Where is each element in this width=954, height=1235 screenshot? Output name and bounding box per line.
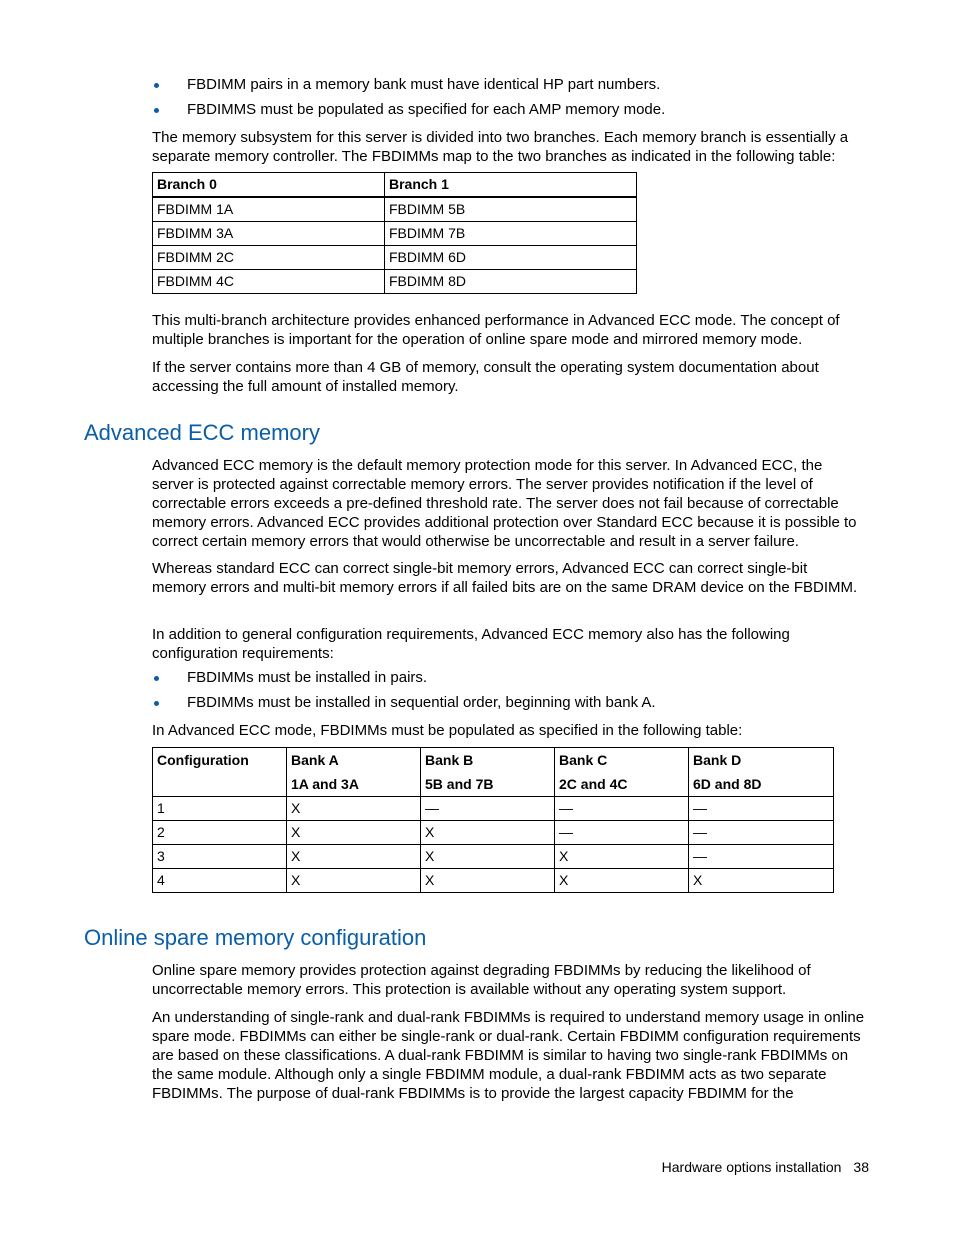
table-cell: X [287, 797, 421, 821]
table-row [153, 797, 834, 821]
bullet-icon [154, 83, 159, 88]
table-cell: 2 [153, 821, 287, 845]
table-cell: FBDIMM 2C [153, 246, 385, 270]
table-cell: FBDIMM 8D [385, 270, 637, 294]
table-cell: X [287, 821, 421, 845]
table-header-cell: Bank A 1A and 3A [287, 748, 421, 797]
page-number: 38 [853, 1159, 869, 1175]
table-header-cell: Configuration [153, 748, 287, 797]
table-cell: X [421, 869, 555, 893]
table-header-cell: Bank B 5B and 7B [421, 748, 555, 797]
table-cell: X [421, 845, 555, 869]
table-cell: X [421, 821, 555, 845]
table-cell: X [555, 845, 689, 869]
table-header-cell: Branch 1 [385, 173, 637, 198]
bullet-icon [154, 701, 159, 706]
paragraph-spare-1: Online spare memory provides protection against degrading FBDIMMs by reducing the likelihood of uncorrectable memory errors. This protection is available without any operating system support. [152, 962, 811, 998]
table-row [153, 821, 834, 845]
table-cell: FBDIMM 6D [385, 246, 637, 270]
list-item: FBDIMM pairs in a memory bank must have identical HP part numbers. [152, 75, 665, 100]
table-row [153, 246, 637, 270]
table-cell: FBDIMM 7B [385, 222, 637, 246]
paragraph-ecc-4: In Advanced ECC mode, FBDIMMs must be populated as specified in the following table: [152, 722, 743, 739]
section-title-online-spare: Online spare memory configuration [84, 925, 427, 950]
table-row [153, 845, 834, 869]
bullet-icon [154, 108, 159, 113]
table-cell: X [689, 869, 834, 893]
table-cell: X [287, 845, 421, 869]
page-footer [662, 1158, 869, 1177]
table-row [153, 197, 637, 222]
table-header-cell: Branch 0 [153, 173, 385, 198]
table-cell: FBDIMM 1A [153, 197, 385, 222]
footer-section-title: Hardware options installation [661, 1159, 842, 1175]
table-row [153, 222, 637, 246]
list-item: FBDIMMs must be installed in sequential order, beginning with bank A. [152, 693, 656, 718]
table-header-cell: Bank C 2C and 4C [555, 748, 689, 797]
ecc-config-table [152, 747, 834, 893]
table-cell: — [421, 797, 555, 821]
bullet-list-top [152, 75, 665, 125]
table-cell: FBDIMM 5B [385, 197, 637, 222]
table-cell: FBDIMM 4C [153, 270, 385, 294]
paragraph-spare-2: An understanding of single-rank and dual-rank FBDIMMs is required to understand memory usage in online spare mode. FBDIMMs can either be single-rank or dual-rank. Certain FBDIMM configuration requirements are based on these classifications. A dual-rank FBDIMM is similar to having two single-rank FBDIMMs on the same module. Although only a single FBDIMM module, a dual-rank FBDIMM acts as two separate FBDIMMs. The purpose of dual-rank FBDIMMs is to provide the largest capacity FBDIMM for the [152, 1009, 865, 1102]
paragraph-ecc-2: Whereas standard ECC can correct single-bit memory errors, Advanced ECC can correct single-bit memory errors and multi-bit memory errors if all failed bits are on the same DRAM device on the FBDIMM. [152, 560, 858, 596]
table-cell: — [555, 797, 689, 821]
section-title-advanced-ecc: Advanced ECC memory [84, 420, 320, 445]
table-cell: X [555, 869, 689, 893]
bullet-icon [154, 676, 159, 681]
table-row [153, 270, 637, 294]
table-cell: — [689, 797, 834, 821]
table-row [153, 869, 834, 893]
table-cell: 3 [153, 845, 287, 869]
paragraph-ecc-1: Advanced ECC memory is the default memory protection mode for this server. In Advanced ECC, the server is protected against correctable memory errors. The server provides notification if the level of correctable errors exceeds a pre-defined threshold rate. The server does not fail because of correctable memory errors. Advanced ECC provides additional protection over Standard ECC because it is possible to correct certain memory errors that would otherwise be uncorrectable and result in a server failure. [152, 457, 857, 550]
paragraph-multibranch: This multi-branch architecture provides enhanced performance in Advanced ECC mode. The concept of multiple branches is important for the operation of online spare mode and mirrored memory mode. [152, 312, 840, 348]
table-cell: — [555, 821, 689, 845]
paragraph-branches: The memory subsystem for this server is divided into two branches. Each memory branch is essentially a separate memory controller. The FBDIMMs map to the two branches as indicated in the following table: [152, 129, 849, 165]
table-cell: 1 [153, 797, 287, 821]
paragraph-4gb: If the server contains more than 4 GB of memory, consult the operating system documentation about accessing the full amount of installed memory. [152, 359, 819, 395]
list-item: FBDIMMs must be installed in pairs. [152, 668, 656, 693]
list-item: FBDIMMS must be populated as specified for each AMP memory mode. [152, 100, 665, 125]
paragraph-ecc-3: In addition to general configuration requirements, Advanced ECC memory also has the following configuration requirements: [152, 626, 790, 662]
table-cell: 4 [153, 869, 287, 893]
table-header-cell: Bank D 6D and 8D [689, 748, 834, 797]
bullet-list-ecc [152, 668, 656, 718]
branch-table [152, 172, 637, 294]
table-cell: FBDIMM 3A [153, 222, 385, 246]
table-cell: — [689, 845, 834, 869]
table-cell: X [287, 869, 421, 893]
table-cell: — [689, 821, 834, 845]
